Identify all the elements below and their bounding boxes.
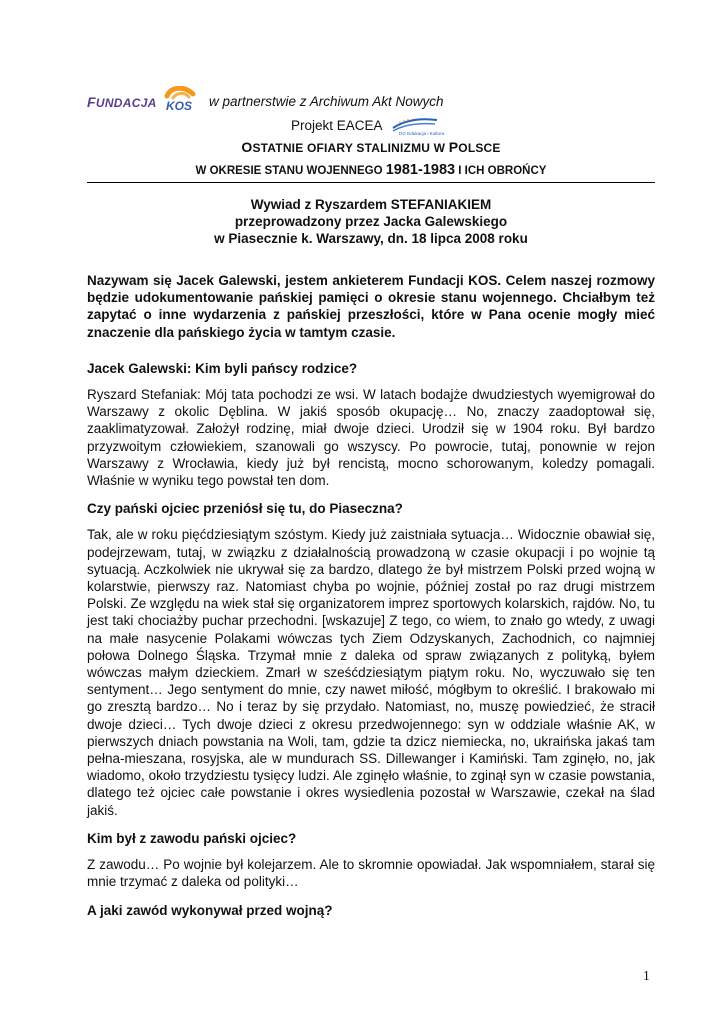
interview-line3: w Piasecznie k. Warszawy, dn. 18 lipca 2008 roku xyxy=(214,231,528,246)
interview-body xyxy=(87,272,655,928)
eacea-logo-icon xyxy=(391,116,477,136)
answer-2: Tak, ale w roku pięćdziesiątym szóstym. Kiedy już zaistniała sytuacja… Widocznie obawiał się, podejrzewam, tutaj, w związku z działalnością prowadzoną w czasie okupacji i po wojnie tą sytuacją. Aczkolwiek nie ukrywał się za bardzo, dlatego że był mistrzem Polski przed wojną w kolarstwie, pierwszy raz. Natomiast chyba po wojnie, później został po raz drugi mistrzem Polski. Ze względu na wiek stał się organizatorem imprez sportowych kolarskich, rajdów. No, tu jest taki chociażby puchar przechodni. [wskazuje] Z tego, co wiem, to znało go wtedy, z uwagi na małe nasycenie Polakami wówczas tych Ziem Odzyskanych, Zachodnich, co najmniej połowa Dolnego Śląska. Trzymał mnie z daleka od spraw związanych z polityką, byłem wówczas małym dzieckiem. Zmarł w sześćdziesiątym piątym roku. No, wyczuwało się ten sentyment… Jego sentyment do mnie, czy nawet miłość, mógłbym to określić. I brakowało mi go zresztą bardzo… No i teraz by się przydało. Natomiast, no, muszę powiedzieć, że stracił dwoje dzieci… Tych dwoje dzieci z okresu przedwojennego: syn w oddziale właśnie AK, w pierwszych dniach powstania na Woli, tam, gdzie ta dzicz niemiecka, no, ukraińska jakaś tam pełna-mieszana, rosyjska, ale w mundurach SS. Dillewanger i Kamiński. Tam zginęło, no, jak wiadomo, około trzydziestu tysięcy ludzi. Ale zginęło właśnie, to zginął syn w czasie powstania, dlatego też ojciec całe powstanie i okres wysiedlenia pozostał w Warszawie, czekał na ślad jakiś. xyxy=(87,527,655,818)
question-4: A jaki zawód wykonywał przed wojną? xyxy=(87,902,333,918)
fundacja-logo-text: FUNDACJA xyxy=(87,94,157,110)
intro-paragraph: Nazywam się Jacek Galewski, jestem ankieterem Fundacji KOS. Celem naszej rozmowy będzie udokumentowanie pańskiej pamięci o okresie stanu wojennego. Chciałbym też zapytać o inne wydarzenia z pańskiej przeszłości, które w Pana ocenie mogły mieć znaczenie dla pańskiego życia w tamtym czasie. xyxy=(87,273,655,340)
answer-1: Ryszard Stefaniak: Mój tata pochodzi ze wsi. W latach bodajże dwudziestych wyemigrował do Warszawy z okolic Dęblina. W jakiś sposób okupację… No, znaczy zaadoptował się, zaaklimatyzował. Założył rodzinę, miał dwoje dzieci. Urodził się w 1904 roku. Był bardzo przyzwoitym człowiekiem, szanowali go wszyscy. Po powrocie, tutaj, ponownie w rejon Warszawy z Wrocławia, kiedy już był rencistą, mocno schorowanym, koledzy pomagali. Właśnie w wyniku tego powstał ten dom. xyxy=(87,387,655,489)
interview-heading xyxy=(87,196,655,247)
partnership-text: w partnerstwie z Archiwum Akt Nowych xyxy=(209,94,444,109)
header-partnership-row xyxy=(87,88,655,112)
main-title-line2: W OKRESIE STANU WOJENNEGO 1981-1983 I ICH OBROŃCY xyxy=(195,162,547,178)
page-number: 1 xyxy=(643,968,650,983)
kos-logo-icon xyxy=(163,86,201,112)
projekt-label: Projekt EACEA xyxy=(291,118,383,133)
header-divider xyxy=(87,182,655,183)
interview-line2: przeprowadzony przez Jacka Galewskiego xyxy=(234,214,508,229)
svg-text:KOS: KOS xyxy=(166,99,193,112)
question-1: Jacek Galewski: Kim byli pańscy rodzice? xyxy=(87,360,358,376)
interview-line1: Wywiad z Ryszardem STEFANIAKIEM xyxy=(250,197,492,212)
main-title-line1: OSTATNIE OFIARY STALINIZMU W POLSCE xyxy=(241,139,501,155)
svg-text:DG Edukacja i Kultura: DG Edukacja i Kultura xyxy=(399,131,445,136)
answer-3: Z zawodu… Po wojnie był kolejarzem. Ale to skromnie opowiadał. Jak wspomniałem, starał się mnie trzymać z daleka od polityki… xyxy=(87,857,655,890)
question-3: Kim był z zawodu pański ojciec? xyxy=(87,830,297,846)
projekt-row xyxy=(87,116,655,136)
question-2: Czy pański ojciec przeniósł się tu, do Piaseczna? xyxy=(87,501,403,517)
